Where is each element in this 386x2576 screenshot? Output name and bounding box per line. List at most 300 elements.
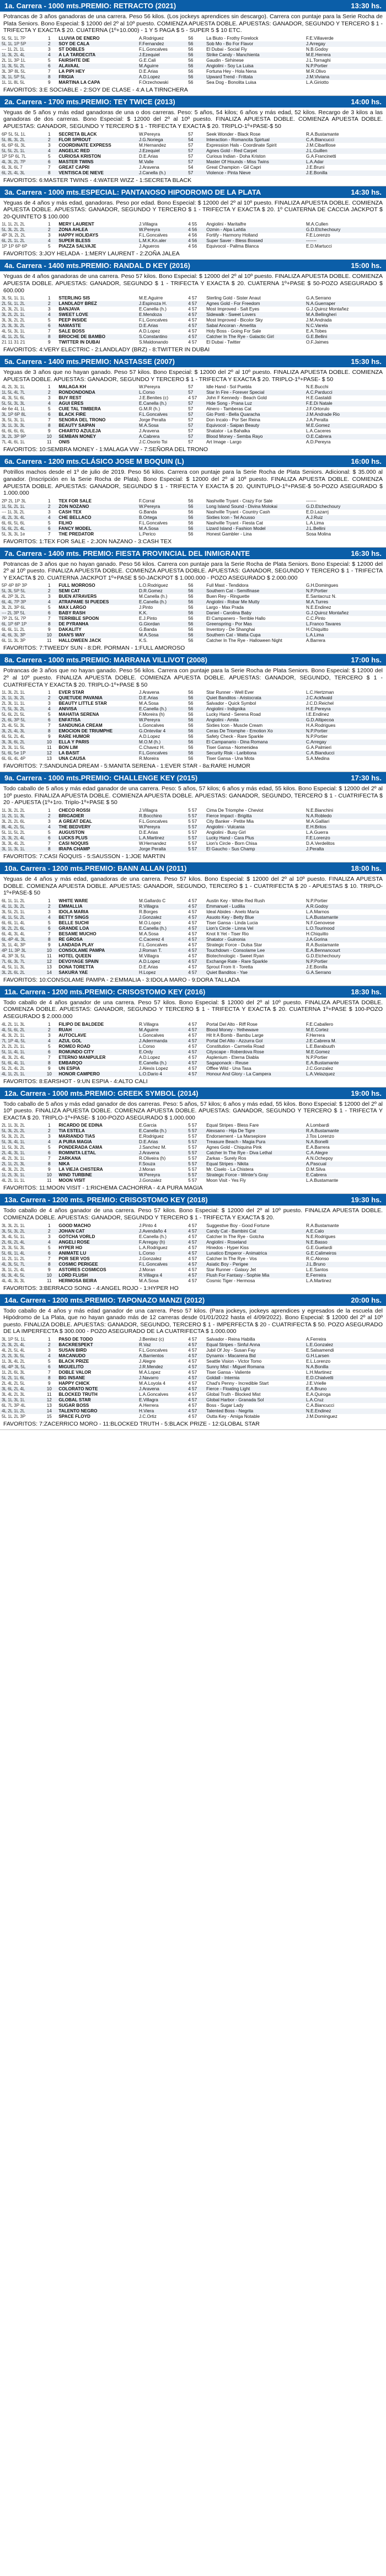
- race-conditions: Potrancas de 3 años que no hayan ganado. Peso 56 kilos. Carrera con puntaje para la Serie Rocha de Plata Seniors. Bono Especial: $ 12000 del 2º al 10º puesto. FINALIZA APUESTA DOBLE. COMIENZA APUESTA DOBLE. APUESTAS: GANADOR, SEGUNDO, TERCERO $ 1 - CUATRIFECTA Y EXACTA $ 20. TRIPLO-1º+PASE $ 50: [3, 667, 383, 688]
- entry-row: [0, 1061, 386, 1066]
- entry-number: 4: [47, 1353, 51, 1358]
- entry-jockey: H.Lopez: [138, 970, 156, 975]
- entry-row: [0, 1342, 386, 1348]
- entry-jockey: G.M.R (h.): [138, 406, 160, 412]
- entry-weight: 56: [188, 588, 194, 594]
- entry-trainer: C.A.Bianducci: [305, 751, 335, 756]
- entry-jockey: J.Gonzalez: [138, 1256, 162, 1261]
- entry-weight: 56: [188, 701, 194, 706]
- entry-pedigree: Sterling Gold - Sister Anaut: [206, 296, 261, 301]
- entry-form: 6L 6L 1L 4L: [2, 920, 25, 925]
- entry-pedigree: Sixties Icon - Tel Acusso: [206, 515, 255, 520]
- entry-horse: RUAH: [58, 1027, 72, 1032]
- entry-horse: ZARKANA: [58, 1156, 81, 1161]
- entry-horse: ENFATISA: [58, 717, 81, 723]
- entry-trainer: E.A.Bustamante: [305, 1060, 339, 1065]
- race-title: 3a. Carrera - 1000 mts.ESPECIAL: PANTANOSO HIPODROMO DE LA PLATA: [4, 188, 261, 196]
- entry-trainer: C.A.Alegre: [305, 1150, 328, 1156]
- entry-trainer: N.A.Bonilla: [305, 1364, 329, 1369]
- entry-form: 7L 5L 3L 2L: [2, 706, 25, 712]
- entry-horse: GOOD MACHO: [58, 1223, 91, 1228]
- entry-horse: JOHAN CAT: [58, 1228, 85, 1234]
- entry-row: [0, 1022, 386, 1027]
- entry-pedigree: Goldall - Internia: [206, 1375, 240, 1380]
- entry-trainer: E.Salsamendi: [305, 1347, 334, 1353]
- entry-jockey: E.Ordy: [138, 1049, 153, 1054]
- entry-number: 5: [47, 244, 51, 249]
- entry-trainer: J.E.Bonilla: [305, 170, 328, 175]
- entry-form: 1L 3L 2L 2L: [2, 808, 25, 813]
- entry-trainer: L.A.Lima: [305, 520, 324, 526]
- entry-pedigree: Great Champion - Gil Capri: [206, 164, 261, 170]
- entry-horse: THE BEDVERY: [58, 824, 91, 830]
- entry-pedigree: Equivocol - Pallma Blanca: [206, 244, 259, 249]
- entry-jockey: D.E.Arias: [138, 153, 158, 159]
- entry-number: 3: [47, 701, 51, 706]
- entry-jockey: J.Villagra: [138, 222, 158, 227]
- entry-pedigree: Catcher In The Rye - Galactic Girl: [206, 334, 274, 340]
- entry-trainer: J.M.Andrada: [305, 318, 332, 323]
- entry-jockey: A.Herrera: [138, 1402, 159, 1408]
- entry-weight: 5 57: [188, 813, 197, 819]
- entry-horse: STERLING SIS: [58, 296, 90, 301]
- entry-form: 1L 3L 2L 4L: [2, 52, 25, 57]
- entry-row: [0, 521, 386, 526]
- entry-weight: 4 57: [188, 1347, 197, 1353]
- entry-number: 4: [47, 914, 51, 920]
- entry-horse: SOY DE CALA: [58, 41, 90, 46]
- entry-trainer: A.C.Parducci: [305, 390, 333, 395]
- entry-trainer: J.C.D.Reichel: [305, 701, 334, 706]
- entry-row: [0, 154, 386, 159]
- entry-weight: 5 57: [188, 1178, 197, 1183]
- race-time: 14:30 hs.: [351, 188, 382, 196]
- entry-trainer: E.A.Bruno: [305, 1386, 327, 1391]
- entry-horse: LLUVIA DE ENERO: [58, 35, 100, 41]
- entry-row: [0, 74, 386, 80]
- entry-horse: BELLE SUCHI: [58, 920, 89, 925]
- entry-horse: HOTEL QUEEN: [58, 953, 92, 958]
- entry-form: 4L 2L 1L 3L: [2, 1021, 25, 1027]
- entry-trainer: N.P.Portier: [305, 1054, 328, 1060]
- entry-form: --- 1L 3L 2L: [2, 509, 25, 515]
- entry-horse: TIA ESTELA: [58, 1128, 85, 1134]
- entry-number: 8: [47, 622, 51, 627]
- entry-row: [0, 841, 386, 847]
- entry-jockey: A.D.Lopez: [138, 958, 160, 964]
- entry-row: [0, 499, 386, 504]
- entry-form: 4L 2L 3L 4L: [2, 515, 25, 520]
- entry-horse: BON LIM: [58, 745, 78, 751]
- entry-row: [0, 1234, 386, 1240]
- entry-weight: 4 57: [188, 340, 197, 345]
- entry-form: 6L 2L 1L 2L: [2, 238, 25, 244]
- entry-weight: 4 57: [188, 1234, 197, 1239]
- entry-horse: GOTCHA VORLD: [58, 1234, 95, 1239]
- entry-weight: 56: [188, 712, 194, 717]
- entry-row: [0, 52, 386, 58]
- entry-row: [0, 137, 386, 143]
- entry-horse: SUPER BLESS: [58, 238, 91, 244]
- entry-trainer: N.P.Portier: [305, 734, 328, 740]
- entry-number: 14: [46, 1408, 52, 1413]
- entry-jockey: F.L.Goncalves: [138, 751, 168, 756]
- entry-number: 6: [47, 159, 51, 164]
- entry-trainer: E.A.Tobes: [305, 329, 327, 334]
- entry-form: 3L 1L 5P 5L: [2, 74, 26, 79]
- entry-horse: BRIGADIER: [58, 813, 84, 819]
- entry-row: [0, 41, 386, 47]
- entry-horse: BETTY SINGS: [58, 914, 89, 920]
- entry-row: [0, 1027, 386, 1033]
- entry-weight: 4 57: [188, 920, 197, 925]
- entry-weight: 56: [188, 74, 194, 79]
- entry-horse: HERMOSA BEIRA: [58, 1278, 97, 1283]
- entry-pedigree: Tiser Gansa - Una Mota: [206, 756, 255, 762]
- race-favorites: FAVORITOS: 10:SEMBRA MONEY - 1:MALAGA VW - 7:SEÑORA DEL TRONO: [3, 446, 208, 453]
- entry-number: 4: [47, 401, 51, 406]
- entry-trainer: L.A.Marnos: [305, 909, 329, 914]
- entry-number: 10: [46, 740, 52, 745]
- entry-jockey: B.Ortega: [138, 515, 157, 520]
- entry-pedigree: Cima De Triomphe - Cheviot: [206, 808, 264, 813]
- entry-trainer: D.A.Verdelitos: [305, 841, 335, 847]
- entry-weight: 5 57: [188, 1156, 197, 1161]
- entry-pedigree: Greenspring - Por Mas: [206, 622, 252, 627]
- entry-row: [0, 847, 386, 852]
- entry-row: [0, 965, 386, 970]
- entry-weight: 56: [188, 729, 194, 734]
- entry-form: 6L 6L 1L 2L: [2, 627, 25, 633]
- entry-pedigree: Portal Del Alto - Riff Rose: [206, 1021, 258, 1027]
- race-favorites: FAVORITOS: 3:JOY HELADA - 1:MERY LAURENT - 2:ZOÑA JALEA: [3, 250, 180, 258]
- entry-trainer: J.Peralta: [305, 847, 324, 852]
- entry-weight: 4 57: [188, 334, 197, 340]
- entry-form: 6L 3L 6L 7: [2, 164, 23, 170]
- entry-pedigree: Lunatico Emperor - Animatrica: [206, 1250, 267, 1256]
- entry-pedigree: Seek Wonder - Black Rose: [206, 131, 261, 137]
- entry-form: 2L 3L 5L 3L: [2, 1245, 25, 1250]
- entry-row: [0, 1223, 386, 1229]
- entry-horse: CHECO ROSSI: [58, 808, 90, 813]
- entry-horse: AGUI ERES: [58, 401, 84, 406]
- entry-form: 7L 1P 4L 5L: [2, 1038, 26, 1043]
- entry-row: [0, 395, 386, 401]
- entry-jockey: F.Souza: [138, 1161, 156, 1167]
- entry-pedigree: Catcher In The Rye - Vos: [206, 1256, 257, 1261]
- entry-trainer: N.F.Genovese: [305, 920, 335, 925]
- entry-number: 3: [47, 46, 51, 52]
- entry-trainer: G.J.Quiroz Montañez: [305, 610, 349, 616]
- entry-row: [0, 1397, 386, 1403]
- entry-number: 1: [47, 1223, 51, 1228]
- entry-jockey: M.Hernandez: [138, 142, 167, 148]
- entry-number: 4: [47, 148, 51, 153]
- entry-horse: ANIMATE LU: [58, 1250, 87, 1256]
- entry-form: 7L 4L 6L 1L: [2, 440, 25, 445]
- entry-form: 3L 1L 3L 1L: [2, 847, 25, 852]
- entry-number: 11: [47, 953, 52, 958]
- entry-number: 7: [47, 531, 51, 537]
- entry-number: 9: [47, 627, 51, 633]
- entry-form: 2L 3L 2L 4L: [2, 836, 25, 841]
- entry-number: 7: [47, 164, 51, 170]
- entry-weight: 57: [188, 390, 194, 395]
- entry-form: 3L 2L 3P 6L: [2, 605, 26, 610]
- entry-horse: LORD FLUSH: [58, 1272, 88, 1278]
- entry-horse: DAKALITY: [58, 627, 82, 633]
- entry-row: [0, 627, 386, 633]
- entry-row: [0, 1161, 386, 1167]
- entry-pedigree: Ceras De Triomphe - Emotion Xo: [206, 729, 273, 734]
- entry-number: 1: [47, 1123, 51, 1128]
- entry-horse: MARTINA LA CAPA: [58, 79, 100, 85]
- entry-horse: ZONA AHLEA: [58, 227, 88, 233]
- race-time: 20:00 hs.: [351, 1295, 382, 1304]
- entry-trainer: N.E.Basso: [305, 1239, 328, 1245]
- entry-form: 5L 1L 4L 1L: [2, 1049, 25, 1054]
- entry-jockey: E.Villagra: [138, 1397, 158, 1402]
- entry-form: 1P 5P 6L 7L: [2, 153, 26, 159]
- entry-number: 1: [47, 296, 51, 301]
- entry-form: 7P 2L 5L 7P: [2, 616, 26, 622]
- entry-trainer: L.E.Santos: [305, 1267, 329, 1272]
- entry-row: [0, 423, 386, 429]
- entry-weight: 56: [188, 515, 194, 520]
- entry-form: 1L 5L 4L 7L: [2, 390, 25, 395]
- entry-pedigree: Daniel - Carolina Baby: [206, 610, 252, 616]
- entry-row: [0, 1134, 386, 1139]
- entry-horse: MARIANDO TIAS: [58, 1134, 95, 1139]
- entry-form: 3L 2L 2L 6L: [2, 819, 25, 824]
- entry-row: [0, 1386, 386, 1392]
- entry-horse: LANDLADY BREZ: [58, 301, 97, 307]
- entry-trainer: L.A.Cruz: [305, 1397, 324, 1402]
- entry-weight: 56: [188, 583, 194, 588]
- entry-weight: 5 57: [188, 808, 197, 813]
- entry-form: 1L 3L 4L 2L: [2, 1358, 25, 1364]
- entry-jockey: J.R.Mendez: [138, 1364, 163, 1369]
- entry-row: [0, 1403, 386, 1409]
- entry-form: 3L 2L 3P 9P: [2, 434, 26, 440]
- entry-weight: 4 57: [188, 312, 197, 318]
- entry-horse: EMMALLIA: [58, 903, 83, 909]
- entry-trainer: L.E.Gonzalez: [305, 1342, 334, 1347]
- entry-row: [0, 1262, 386, 1267]
- entry-jockey: J.Alexis Lopez: [138, 1065, 168, 1071]
- entry-jockey: Jorge Peralta: [138, 847, 166, 852]
- entry-jockey: F.L.Goncalves: [138, 520, 168, 526]
- entry-form: 4L 2L 3L 1L: [2, 1156, 25, 1161]
- entry-trainer: C.A.Biancucci: [305, 1402, 334, 1408]
- entry-pedigree: Angiolini - Robar Me Mutty: [206, 599, 260, 605]
- race-section: [0, 0, 386, 96]
- entry-horse: LA PIPI HEY: [58, 68, 85, 74]
- entry-row: [0, 808, 386, 813]
- entry-weight: 57: [188, 412, 194, 417]
- entry-pedigree: Moon Visit - Yes Fly: [206, 1178, 246, 1183]
- entry-horse: MASTER TWINS: [58, 159, 94, 164]
- race-time: 17:00 hs.: [351, 656, 382, 665]
- entry-pedigree: El Gaucho - Sus Champ: [206, 847, 255, 852]
- entry-form: 3L 3L 2L 2L: [2, 318, 25, 323]
- entry-row: [0, 159, 386, 165]
- entry-number: 6: [47, 925, 51, 931]
- entry-jockey: F.L.Goncalves: [138, 233, 168, 238]
- entry-weight: 4 57: [188, 1223, 197, 1228]
- entry-weight: 56: [188, 723, 194, 729]
- entry-weight: 57: [188, 159, 194, 164]
- entry-pedigree: Touchdown - Consolame Lee: [206, 947, 265, 953]
- entry-jockey: J.Moran: [138, 1167, 156, 1172]
- race-header: [0, 548, 386, 559]
- entry-jockey: J.G.Noriega: [138, 137, 163, 142]
- entry-row: [0, 340, 386, 345]
- entry-number: 2: [47, 813, 51, 819]
- entry-pedigree: Mr. Ciselo - La Chistera: [206, 1167, 254, 1172]
- entry-jockey: M.A.Sosa: [138, 1278, 159, 1283]
- race-conditions: Todo caballo de 5 años y más edad ganador de dos carreras. Peso: 5 años, 57 kilos; 6 años y más edad, 55 kilos. Bono Especial: $ 12000 del 2º al 10º puesto. FINALIZA APUESTA DOBLE. COMIENZA APUESTA DOBLE. APUESTAS: GANADOR, SEGUNDO Y TERCERO $ 1 - TRIFECTA Y EXACTA $ 20. TRIPLO-1º+PASE- $ 100-POZO ASEGURADO $ 1.000.000: [3, 1100, 383, 1121]
- entry-number: 9: [47, 1065, 51, 1071]
- entry-row: [0, 717, 386, 723]
- entry-row: [0, 1178, 386, 1183]
- entry-horse: FRIGIA: [58, 74, 74, 79]
- entry-weight: 4 57: [188, 318, 197, 323]
- entry-form: 2L 5L 1L 2L: [2, 301, 25, 307]
- entry-weight: 56: [188, 63, 194, 68]
- entry-row: [0, 170, 386, 176]
- entry-horse: ANGELI ROSE: [58, 1239, 90, 1245]
- entry-weight: 4 56: [188, 244, 197, 249]
- entry-form: 5L 8L 3L 2L: [2, 137, 25, 142]
- entry-horse: POR SER VOS: [58, 1256, 90, 1261]
- entry-form: 3L 5L 3L 2L: [2, 1228, 25, 1234]
- entry-form: 2L 4L 2L 5L: [2, 1380, 25, 1386]
- entry-pedigree: Security Risk - Laribitona: [206, 751, 257, 756]
- entry-form: 1L 2L 3L 1L: [2, 1172, 25, 1178]
- entry-row: [0, 745, 386, 751]
- entry-weight: 56: [188, 531, 194, 537]
- entry-form: 4L 1L 2L 5L: [2, 334, 25, 340]
- entry-trainer: G.D.Etchechoury: [305, 953, 341, 958]
- entry-horse: HONOR CAMPERO: [58, 1071, 100, 1077]
- entry-jockey: E.Canella (h.): [138, 307, 167, 312]
- entry-jockey: J.C.Ortiz: [138, 1413, 157, 1419]
- entry-pedigree: Asiatic Boy - Perigee: [206, 1261, 249, 1267]
- entry-number: 6: [47, 1150, 51, 1156]
- entry-trainer: L.A.Guerra: [305, 830, 328, 836]
- entry-pedigree: Tiser Gansa - Linda Lucia: [206, 920, 258, 925]
- entry-form: 2L 2L 3L 5L: [2, 1353, 25, 1358]
- entry-form: 5L 6L 2L 5L: [2, 712, 25, 717]
- entry-number: 7: [47, 616, 51, 622]
- entry-weight: 56: [188, 690, 194, 695]
- entry-jockey: F.L.Goncalves: [138, 46, 168, 52]
- entry-number: 2: [47, 137, 51, 142]
- entry-weight: 4 57: [188, 936, 197, 942]
- entry-trainer: A.R.Godoy: [305, 903, 328, 909]
- entry-pedigree: Hinedos - Hyper Kiss: [206, 1245, 249, 1250]
- entry-jockey: R.Moreira: [138, 756, 159, 762]
- entry-row: [0, 1409, 386, 1414]
- entry-weight: 5 57: [188, 824, 197, 830]
- entry-form: 5L 3L 5P 5L: [2, 588, 26, 594]
- entry-pedigree: Quiet Banditos - Aristocrata: [206, 695, 261, 701]
- entry-row: [0, 926, 386, 931]
- entry-weight: 4 57: [188, 1228, 197, 1234]
- entry-row: [0, 329, 386, 334]
- race-time: 18:30 hs.: [351, 987, 382, 996]
- entry-horse: ROMUNDO CITY: [58, 1049, 94, 1054]
- entry-pedigree: Catcher In The Rye - Halloween Night: [206, 638, 282, 644]
- entry-trainer: J.Arregay: [305, 41, 325, 46]
- entry-jockey: M.O.Lopez: [138, 920, 162, 925]
- entry-jockey: J.Benitez (c): [138, 1336, 164, 1342]
- entry-weight: 56: [188, 706, 194, 712]
- entry-pedigree: Nashville Tryant - Fiesta Cat: [206, 520, 263, 526]
- entry-jockey: C.Cacerez 4: [138, 936, 164, 942]
- entry-trainer: G.D.Altipecoa: [305, 717, 334, 723]
- entry-weight: 4 57: [188, 1027, 197, 1032]
- entry-pedigree: Shatator - La Bahalka: [206, 429, 250, 434]
- entry-trainer: J.A.Gorina: [305, 936, 328, 942]
- entry-number: 4: [47, 599, 51, 605]
- entry-number: 5: [47, 712, 51, 717]
- entry-row: [0, 1038, 386, 1044]
- entry-horse: BLOCKED TRUTH: [58, 1391, 98, 1397]
- entry-trainer: M.R.Olivo: [305, 68, 326, 74]
- entry-pedigree: Interaction - Romancita Spirtual: [206, 137, 270, 142]
- entry-jockey: L.O.Rodriguez: [138, 583, 168, 588]
- entry-horse: CASI NOQUIS: [58, 841, 89, 847]
- entry-trainer: E.A.Quiroga: [305, 1391, 331, 1397]
- entry-horse: IRAPA CHAMP: [58, 847, 90, 852]
- entry-trainer: L.C.Hertzman: [305, 690, 334, 695]
- entry-number: 7: [47, 1369, 51, 1375]
- entry-pedigree: Full Mast - Tendidora: [206, 583, 249, 588]
- entry-number: 3: [47, 909, 51, 914]
- entry-row: [0, 312, 386, 318]
- entry-form: 5L 2L 1L 6L: [2, 1375, 25, 1380]
- entry-number: 10: [46, 1386, 52, 1391]
- entry-number: 8: [47, 847, 51, 852]
- entry-jockey: K.K.: [138, 610, 148, 616]
- entry-jockey: M.A.Sosa: [138, 633, 159, 638]
- entry-row: [0, 1381, 386, 1386]
- entry-jockey: E.Canella (h.): [138, 599, 167, 605]
- entry-horse: RE GROSA: [58, 936, 83, 942]
- entry-weight: 4 57: [188, 1391, 197, 1397]
- entry-horse: SUSAN BIRD: [58, 1347, 87, 1353]
- entry-pedigree: Dynamix - Macarena Bid: [206, 1353, 256, 1358]
- entry-horse: A GREAT DEAL: [58, 819, 92, 824]
- entry-weight: 56: [188, 57, 194, 63]
- entry-jockey: F.L.Goncalves: [138, 1347, 168, 1353]
- entry-number: 5: [47, 153, 51, 159]
- entry-weight: 4 57: [188, 1256, 197, 1261]
- entry-jockey: F.Arregay (h): [138, 1239, 165, 1245]
- entry-row: [0, 824, 386, 830]
- entry-horse: TWITTER IN DUBAI: [58, 340, 100, 345]
- entry-jockey: E.Garcia: [138, 1123, 157, 1128]
- entry-row: [0, 954, 386, 959]
- entry-pedigree: Star In Fire - Forever Special: [206, 390, 265, 395]
- entry-form: 6P 5L 5L 1L: [2, 131, 26, 137]
- entry-row: [0, 1414, 386, 1420]
- race-time: 15:30 hs.: [351, 357, 382, 366]
- entry-jockey: J.Aravena: [138, 690, 159, 695]
- entry-form: 21 11 31 21: [2, 340, 25, 345]
